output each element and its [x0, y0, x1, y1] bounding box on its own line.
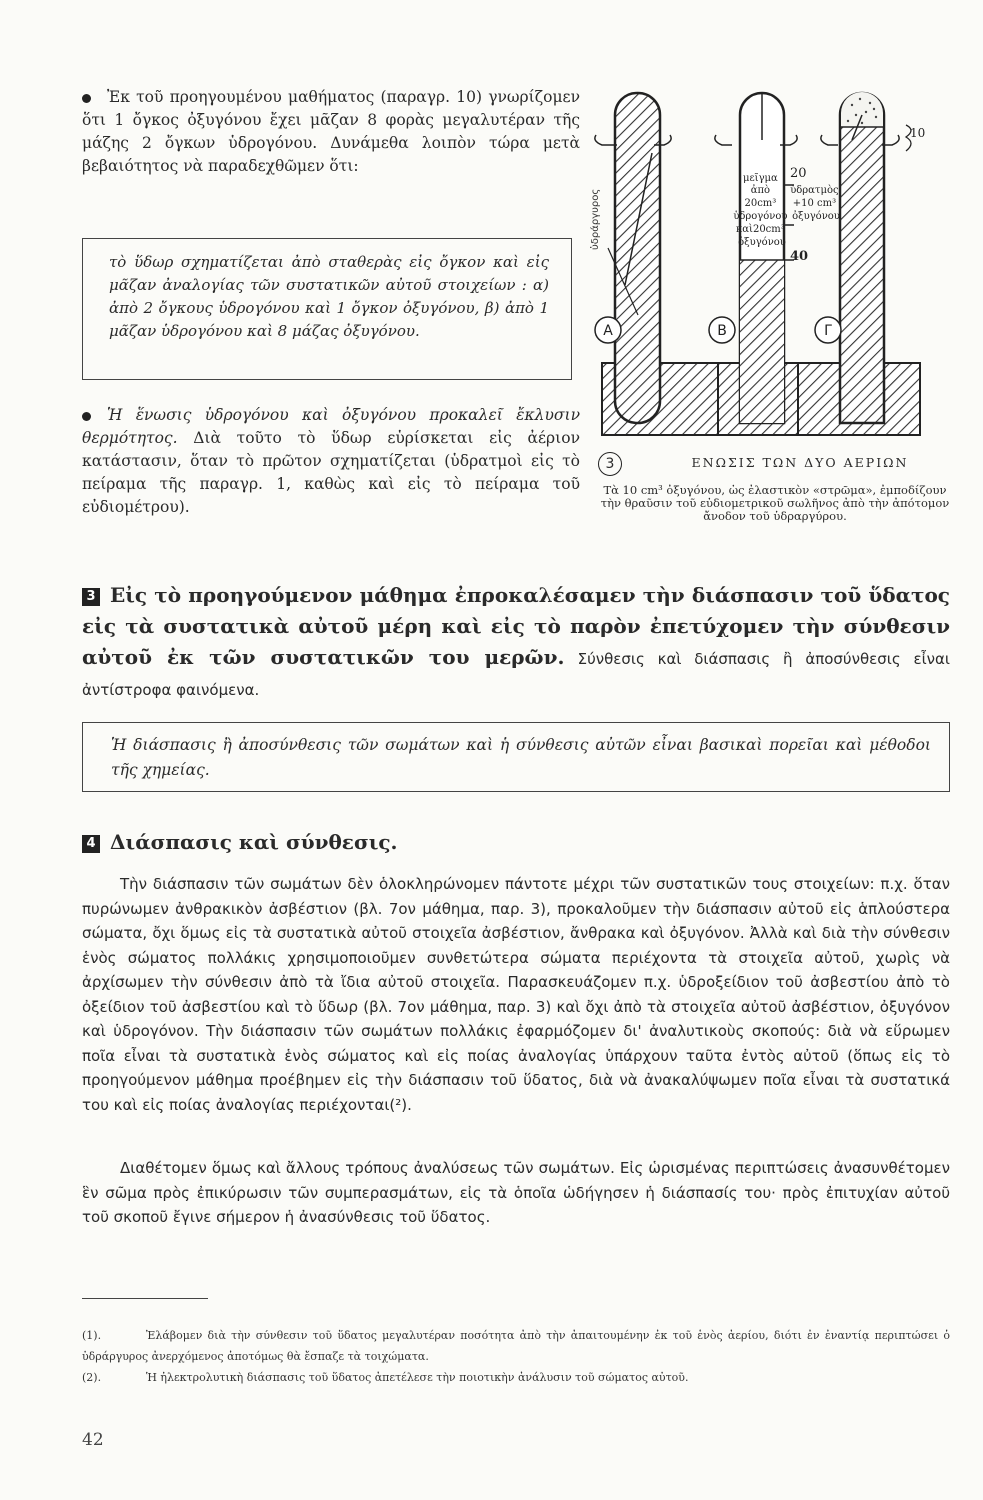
scale-40: 40: [790, 249, 809, 264]
bullet-marker: [82, 412, 91, 421]
section-4-paragraph-2: Διαθέτομεν ὅμως καὶ ἄλλους τρόπους ἀναλύσεως τῶν σωμάτων. Εἰς ὡρισμένας περιπτώσεις ἀνασυνθέτομεν ἓν σῶμα πρὸς ἐπικύρωσιν τῶν συμπερασμάτων, εἰς τὰ ὁποῖα ὡδήγησεν ἡ διάσπασίς του· πρὸς ἐπιτυχίαν αὐτοῦ τοῦ σκοποῦ ἔγινε σήμερον ἡ ἀνασύνθεσις τοῦ ὕδατος.: [82, 1159, 950, 1226]
footnote-1-text: Ἐλάβομεν διὰ τὴν σύνθεσιν τοῦ ὕδατος μεγαλυτέραν ποσότητα ἀπὸ τὴν ἀπαιτουμένην ἐκ τοῦ ἑνὸς ἀερίου, διότι ἐν ἐναντίᾳ περιπτώσει ὁ ὑδράργυρος ἀνερχόμενος ἀποτόμως θὰ ἔσπαζε τὰ τοιχώματα.: [82, 1329, 950, 1363]
section-4-number: 4: [82, 835, 100, 853]
footnote-1: [82, 1325, 950, 1367]
footnote-divider: [82, 1298, 208, 1299]
section-3: [82, 580, 950, 706]
rule-box-methods: [82, 722, 950, 792]
footnote-2-label: (2).: [82, 1371, 102, 1384]
rule-box-methods-text: Ἡ διάσπασις ἢ ἀποσύνθεσις τῶν σωμάτων καὶ ἡ σύνθεσις αὐτῶν εἶναι βασικαὶ πορεῖαι καὶ μέθοδοι τῆς χημείας.: [111, 736, 931, 779]
tube-a-label: [595, 317, 621, 343]
tube-a: [595, 93, 722, 435]
section-3-text: Σύνθεσις καὶ διάσπασις ἢ ἀποσύνθεσις εἶναι ἀντίστροφα φαινόμενα.: [82, 650, 951, 699]
intro-paragraph: [82, 86, 580, 178]
tube-c-label: [815, 317, 841, 343]
section-4-paragraph-1: Τὴν διάσπασιν τῶν σωμάτων δὲν ὁλοκληρώνομεν πάντοτε μέχρι τῶν συστατικῶν τους στοιχείων: π.χ. ὅταν πυρώνωμεν ἀνθρακικὸν ἀσβέστιον (βλ. 7ον μάθημα, παρ. 3), προκαλοῦμεν τὴν διάσπασιν αὐτοῦ εἰς ἁπλούστερα σώματα, ὄχι ὅμως εἰς τὰ συστατικὰ αὐτοῦ στοιχεῖα ἀσβέστιον, ἄνθρακα καὶ ὀξυγόνον. Ἀλλὰ καὶ διὰ τὴν σύνθεσιν ἑνὸς σώματος πολλάκις χρησιμοποιοῦμεν συνθετώτερα σώματα περιέχοντα τὰ στοιχεῖα αὐτοῦ, χωρὶς νὰ ἀρχίσωμεν τὴν σύνθεσιν ἀπὸ τὰ ἴδια αὐτοῦ στοιχεῖα. Παρασκευάζομεν π.χ. ὑδροξείδιον τοῦ ἀσβεστίου ἀπὸ τὸ ὀξείδιον τοῦ ἀσβεστίου καὶ τὸ ὕδωρ (βλ. 7ον μάθημα, παρ. 3) καὶ ὄχι ἀπὸ τὰ στοιχεῖα αὐτοῦ ἀσβέστιον, ὀξυγόνον καὶ ὑδρογόνον. Τὴν διάσπασιν τῶν σωμάτων πολλάκις ἐφαρμόζομεν δι' ἀναλυτικοὺς σκοπούς: διὰ νὰ εὕρωμεν ποῖα εἶναι τὰ συστατικὰ ἑνὸς σώματος καὶ εἰς ποίας ἀναλογίας ὑπάρχουν ταῦτα ἐντὸς αὐτοῦ (ὅπως εἰς τὸ προηγούμενον μάθημα προέβημεν εἰς τὴν διάσπασιν τοῦ ὕδατος, διὰ νὰ ἀνακαλύψωμεν ποῖα εἶναι τὰ συστατικά του καὶ εἰς ποίας ἀναλογίας περιέχονται(²).: [82, 875, 950, 1114]
section-4-heading: [82, 827, 398, 858]
label-mixture: μεῖγμα ἀπὸ 20cm³ ὑδρογόνου καὶ20cm³ ὀξυγόνου: [733, 173, 788, 248]
label-mercury: ὑδράργυρος: [590, 188, 601, 250]
svg-text:A: A: [603, 323, 613, 339]
scale-20: 20: [790, 166, 807, 181]
label-vapor: ὑδρατμὸς +10 cm³ ὀξυγόνου: [790, 185, 840, 222]
rule-box-water: [82, 238, 572, 380]
section-3-bold: Εἰς τὸ προηγούμενον μάθημα ἐπροκαλέσαμεν τὴν διάσπασιν τοῦ ὕδατος εἰς τὰ συστατικὰ αὐτοῦ μέρη καὶ εἰς τὸ παρὸν ἐπετύχομεν τὴν σύνθεσιν αὐτοῦ ἐκ τῶν συστατικῶν του μερῶν.: [82, 583, 950, 669]
figure-number: 3: [598, 452, 622, 476]
bullet-marker: [82, 94, 91, 103]
footnote-2: [82, 1367, 950, 1388]
figure-caption: Τὰ 10 cm³ ὀξυγόνου, ὡς ἐλαστικὸν «στρῶμα», ἐμποδίζουν τὴν θραῦσιν τοῦ εὐδιομετρικοῦ σωλῆνος ἀπὸ τὴν ἀπότομον ἄνοδον τοῦ ὑδραργύρου.: [600, 483, 950, 523]
tube-c: [798, 92, 920, 435]
footnote-1-label: (1).: [82, 1329, 102, 1342]
figure-title: ΕΝΩΣΙΣ ΤΩΝ ΔΥΟ ΑΕΡΙΩΝ: [691, 455, 909, 470]
intro-text: Ἐκ τοῦ προηγουμένου μαθήματος (παραγρ. 10) γνωρίζομεν ὅτι 1 ὄγκος ὀξυγόνου ἔχει μᾶζαν 8 φορὰς μεγαλυτέραν τῆς μάζης 2 ὄγκων ὑδρογόνου. Δυνάμεθα λοιπὸν τώρα μετὰ βεβαιότητος νὰ παραδεχθῶμεν ὅτι:: [82, 88, 580, 175]
heat-paragraph: [82, 404, 580, 519]
eudiometer-figure: [590, 85, 950, 440]
heat-italic: Ἡ ἕνωσις ὑδρογόνου καὶ ὀξυγόνου προκαλεῖ ἔκλυσιν θερμότητος.: [82, 406, 580, 447]
svg-text:Γ: Γ: [824, 323, 832, 339]
tube-b: [715, 93, 802, 435]
rule-box-text: τὸ ὕδωρ σχηματίζεται ἀπὸ σταθερὰς εἰς ὄγκον καὶ εἰς μᾶζαν ἀναλογίας τῶν συστατικῶν αὐτοῦ στοιχείων : α) ἀπὸ 2 ὄγκους ὑδρογόνου καὶ 1 ὄγκον ὀξυγόνου, β) ἀπὸ 1 μᾶζαν ὑδρογόνου καὶ 8 μάζας ὀξυγόνου.: [109, 253, 549, 340]
footnote-2-text: Ἡ ἠλεκτρολυτικὴ διάσπασις τοῦ ὕδατος ἀπετέλεσε τὴν ποιοτικὴν ἀνάλυσιν τοῦ σώματος αὐτοῦ.: [146, 1371, 689, 1384]
svg-text:B: B: [717, 323, 727, 339]
heat-text: Διὰ τοῦτο τὸ ὕδωρ εὑρίσκεται εἰς ἀέριον κατάστασιν, ὅταν τὸ πρῶτον σχηματίζεται (ὑδρατμοὶ εἰς τὸ πείραμα τῆς παραγρ. 1, καθὼς καὶ εἰς τὸ πείραμα τοῦ εὐδιομέτρου).: [82, 429, 580, 516]
section-3-number: 3: [82, 588, 100, 606]
page-number: 42: [82, 1430, 104, 1450]
section-4-title: Διάσπασις καὶ σύνθεσις.: [110, 830, 398, 854]
tube-b-label: [709, 317, 735, 343]
scale-10: 10: [910, 126, 926, 140]
